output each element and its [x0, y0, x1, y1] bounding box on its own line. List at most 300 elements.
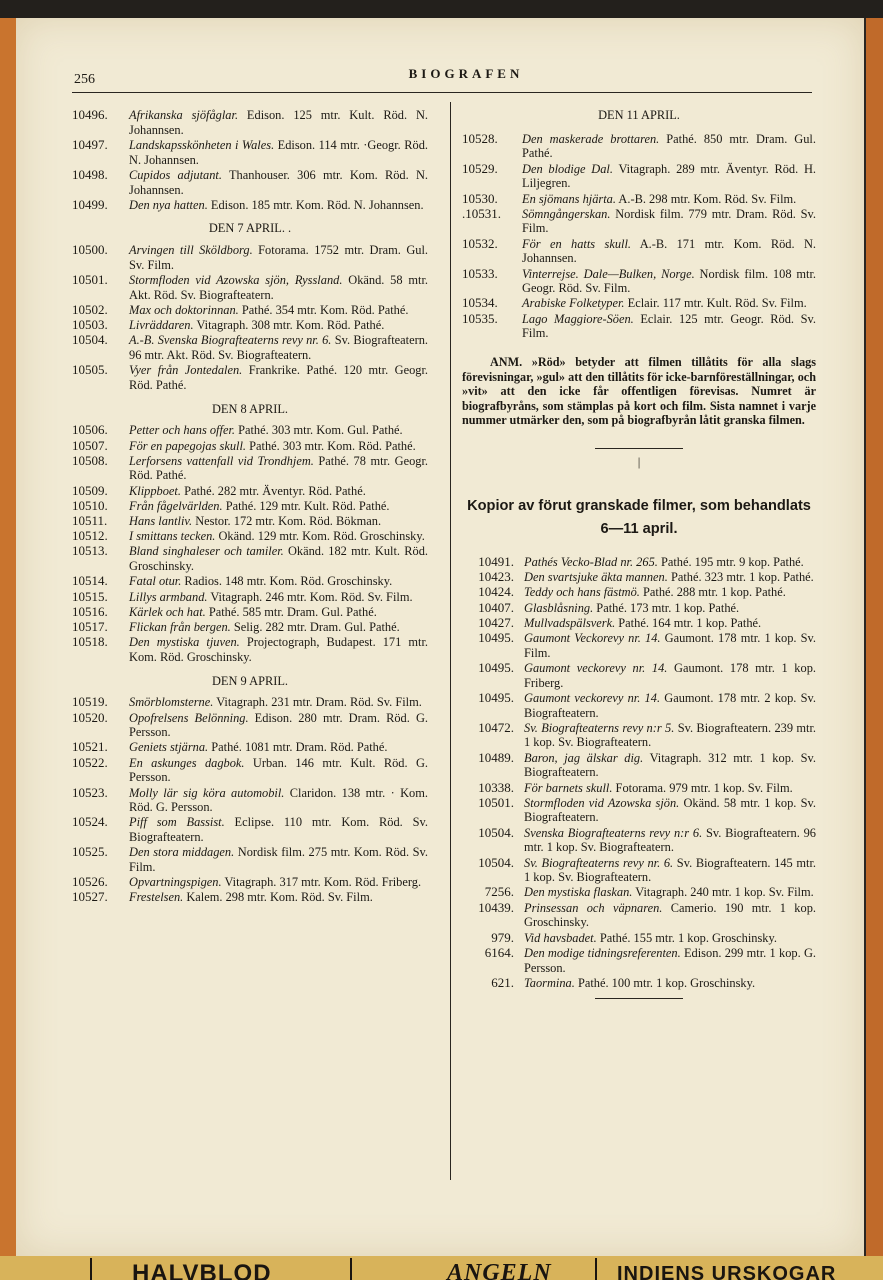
film-details: Edison. 125 mtr. Kult. Röd. N. Johannsen.	[129, 108, 428, 137]
film-title: Svenska Biografteaterns revy n:r 6.	[524, 825, 703, 840]
entry-text	[129, 635, 428, 664]
film-details: Camerio. 190 mtr. 1 kop. Groschinsky.	[524, 900, 816, 930]
film-title: Fatal otur.	[129, 574, 182, 589]
entry-text	[129, 423, 428, 438]
film-title: Den maskerade brottaren.	[522, 131, 660, 146]
entry-text	[129, 605, 428, 620]
entry-number: 6164.	[484, 944, 514, 960]
film-entry	[462, 267, 816, 296]
film-details: Nordisk film. 275 mtr. Kom. Röd. Sv. Film.	[129, 845, 428, 875]
entry-text	[129, 590, 428, 605]
film-title: Prinsessan och väpnaren.	[524, 900, 663, 915]
entry-text	[524, 946, 816, 975]
film-title: Gaumont veckorevy nr. 14.	[524, 660, 668, 675]
entry-number: 10515.	[72, 588, 108, 604]
section-title: Kopior av förut granskade filmer, som behandlats 6—11 april.	[467, 498, 811, 538]
entry-text	[522, 162, 816, 191]
entry-number: 10499.	[72, 196, 108, 212]
entry-text	[522, 207, 816, 236]
film-details: Fotorama. 979 mtr. 1 kop. Sv. Film.	[612, 780, 793, 795]
film-entry	[462, 781, 816, 796]
entry-text	[522, 192, 816, 207]
film-entry	[462, 570, 816, 585]
entry-text	[129, 363, 428, 392]
film-title: Taormina.	[524, 975, 575, 990]
entry-text	[524, 570, 816, 585]
entry-text	[524, 826, 816, 855]
film-details: Projectograph, Budapest. 171 mtr. Kom. Röd. Groschinsky.	[129, 635, 428, 664]
entry-text	[129, 484, 428, 499]
entry-text	[129, 303, 428, 318]
film-entry	[72, 544, 428, 573]
film-entry	[462, 691, 816, 720]
film-entry	[72, 514, 428, 529]
film-entry	[462, 976, 816, 991]
film-details: Radios. 148 mtr. Kom. Röd. Groschinsky.	[181, 574, 393, 589]
film-entry	[462, 601, 816, 616]
film-entry	[72, 890, 428, 905]
film-title: Baron, jag älskar dig.	[524, 750, 644, 765]
film-entry	[72, 499, 428, 514]
entry-number: 10439.	[478, 899, 514, 915]
film-details: Frankrike. Pathé. 120 mtr. Geogr. Röd. Pathé.	[129, 363, 428, 392]
film-entry	[462, 616, 816, 631]
film-entry	[72, 273, 428, 302]
film-title: För en papegojas skull.	[129, 438, 247, 453]
entry-number: 10507.	[72, 437, 108, 453]
film-details: Pathé. 195 mtr. 9 kop. Pathé.	[657, 555, 804, 570]
film-details: Pathé. 100 mtr. 1 kop. Groschinsky.	[574, 975, 756, 990]
film-entry	[72, 756, 428, 785]
film-title: Kärlek och hat.	[129, 604, 206, 619]
date-heading: DEN 8 APRIL.	[211, 401, 289, 416]
film-entry	[72, 695, 428, 710]
film-title: Gaumont Veckorevy nr. 14.	[524, 631, 661, 646]
film-title: Den mystiska tjuven.	[129, 635, 240, 650]
entry-text	[524, 616, 816, 631]
film-details: Sv. Biografteatern. 96 mtr. Akt. Röd. Sv. Biografteatern.	[129, 333, 429, 363]
film-title: Mullvadspälsverk.	[524, 615, 616, 630]
film-details: Nordisk film. 779 mtr. Dram. Röd. Sv. Film.	[522, 206, 816, 236]
strip-divider	[90, 1258, 92, 1280]
tick-mark: |	[637, 454, 641, 470]
entry-number: 10524.	[72, 814, 108, 830]
film-details: Vitagraph. 317 mtr. Kom. Röd. Friberg.	[221, 875, 422, 890]
film-title: Sv. Biografteaterns revy nr. 6.	[524, 855, 674, 870]
entry-number: 10338.	[478, 779, 514, 795]
entry-number: 10424.	[478, 584, 514, 600]
film-details: Okänd. 58 mtr. 1 kop. Sv. Biografteatern.	[524, 795, 816, 825]
entry-number: 10526.	[72, 874, 108, 890]
entry-text	[129, 711, 428, 740]
entry-text	[524, 901, 816, 930]
entry-number: 10518.	[72, 634, 108, 650]
entry-text	[129, 875, 428, 890]
entry-number: 10508.	[72, 452, 108, 468]
film-title: Hans lantliv.	[129, 514, 193, 529]
film-entry	[462, 296, 816, 311]
film-title: Stormfloden vid Azowska sjön.	[524, 795, 680, 810]
film-entry	[72, 363, 428, 392]
running-title: BIOGRAFEN	[408, 66, 524, 81]
entry-text	[129, 198, 428, 213]
film-entry	[462, 826, 816, 855]
entry-text	[129, 514, 428, 529]
film-entry	[462, 885, 816, 900]
film-title: För en hatts skull.	[522, 236, 632, 251]
film-title: Bland singhaleser och tamiler.	[129, 544, 284, 559]
film-entry	[72, 635, 428, 664]
film-entry	[462, 751, 816, 780]
film-title: Flickan från bergen.	[129, 620, 231, 634]
film-details: Edison. 280 mtr. Dram. Röd. G. Persson.	[129, 710, 428, 740]
film-details: Pathé. 173 mtr. 1 kop. Pathé.	[593, 600, 740, 615]
entry-number: 10498.	[72, 166, 108, 182]
film-title: Den blodige Dal.	[522, 161, 613, 176]
entry-text	[524, 856, 816, 885]
entry-number: 10533.	[462, 265, 498, 281]
entry-text	[524, 931, 816, 946]
entry-number: 10506.	[72, 422, 108, 438]
film-entry	[72, 108, 428, 137]
entry-text	[524, 555, 816, 570]
entry-text	[524, 796, 816, 825]
film-details: Pathé. 354 mtr. Kom. Röd. Pathé.	[238, 302, 409, 317]
film-details: Sv. Biografteatern. 96 mtr. 1 kop. Sv. Biografteatern.	[524, 825, 817, 855]
entry-number: 10525.	[72, 844, 108, 860]
entry-text	[129, 318, 428, 333]
entry-text	[129, 890, 428, 905]
entry-text	[129, 499, 428, 514]
film-title: Gaumont veckorevy nr. 14.	[524, 690, 661, 705]
entry-text	[129, 333, 428, 362]
entry-text	[522, 296, 816, 311]
entry-text	[129, 756, 428, 785]
film-details: Edison. 185 mtr. Kom. Röd. N. Johannsen.	[207, 197, 424, 212]
entry-text	[129, 108, 428, 137]
entry-number: 10511.	[72, 513, 108, 529]
entry-number: 10502.	[72, 301, 108, 317]
entry-number: 10504.	[478, 824, 514, 840]
entry-number: 10503.	[72, 317, 108, 333]
film-details: Edison. 299 mtr. 1 kop. G. Persson.	[524, 945, 817, 975]
film-title: Max och doktorinnan.	[129, 302, 239, 317]
film-title: Opvartningspigen.	[129, 875, 222, 890]
film-title: Afrikanska sjöfåglar.	[129, 108, 239, 122]
entry-text	[129, 168, 428, 197]
film-title: Smörblomsterne.	[129, 695, 214, 710]
scan-left-edge	[0, 18, 16, 1258]
film-title: Klippboet.	[129, 483, 181, 498]
entry-number: 10534.	[462, 295, 498, 311]
entry-text	[129, 815, 428, 844]
film-details: Gaumont. 178 mtr. 1 kop. Friberg.	[524, 660, 816, 690]
column-divider	[450, 102, 451, 1180]
film-title: Arvingen till Sköldborg.	[129, 243, 253, 258]
film-title: Molly lär sig köra automobil.	[129, 785, 285, 800]
film-title: En askunges dagbok.	[129, 755, 245, 770]
film-title: Den modige tidningsreferenten.	[524, 945, 681, 960]
entry-number: 10521.	[72, 739, 108, 755]
entry-number: 10427.	[478, 614, 514, 630]
entry-number: 10509.	[72, 482, 108, 498]
film-details: Pathé. 303 mtr. Kom. Gul. Pathé.	[235, 423, 403, 438]
page-number: 256	[74, 72, 95, 87]
entry-number: 10535.	[462, 310, 498, 326]
entry-number: 10513.	[72, 543, 108, 559]
film-title: Lago Maggiore-Söen.	[522, 311, 634, 326]
film-entry	[72, 138, 428, 167]
right-top-listing	[462, 108, 816, 341]
entry-text	[129, 439, 428, 454]
entry-text	[524, 976, 816, 991]
film-details: Okänd. 182 mtr. Kult. Röd. Groschinsky.	[129, 544, 428, 574]
entry-number: 10519.	[72, 694, 108, 710]
entry-text	[129, 574, 428, 589]
film-title: Den mystiska flaskan.	[524, 885, 633, 900]
annotation-note: ANM. »Röd» betyder att filmen tillåtits för alla slags förevisningar, »gul» att den tillåtits för icke-barnföreställningar, och »vit» att den icke får offentligen förevisas. Numret är biografbyråns, som stämplas på kort och film. Sista namnet i varje nummer utmärker den, som på biografbyrån låtit granska filmen.	[462, 355, 816, 428]
film-entry	[462, 856, 816, 885]
entry-number: 10407.	[478, 599, 514, 615]
film-title: Cupidos adjutant.	[129, 167, 222, 182]
film-entry	[462, 631, 816, 660]
entry-number: 10514.	[72, 573, 108, 589]
entry-text	[129, 740, 428, 755]
film-title: Livräddaren.	[129, 318, 194, 333]
entry-number: 10501.	[478, 794, 514, 810]
film-title: Teddy och hans fästmö.	[524, 585, 640, 600]
film-details: Eclair. 117 mtr. Kult. Röd. Sv. Film.	[624, 296, 807, 311]
film-entry	[462, 946, 816, 975]
entry-text	[129, 544, 428, 573]
film-title: Vyer från Jontedalen.	[129, 363, 243, 378]
film-entry	[462, 555, 816, 570]
film-details: Claridon. 138 mtr. · Kom. Röd. G. Persson.	[129, 785, 428, 815]
entry-number: 10504.	[72, 332, 108, 348]
film-title: Från fågelvärlden.	[129, 498, 223, 513]
film-entry	[462, 721, 816, 750]
strip-divider	[595, 1258, 597, 1280]
magazine-page	[16, 18, 864, 1256]
entry-number: 10528.	[462, 130, 498, 146]
film-entry	[462, 237, 816, 266]
film-details: Vitagraph. 240 mtr. 1 kop. Sv. Film.	[632, 885, 814, 900]
film-entry	[72, 168, 428, 197]
end-rule	[595, 998, 683, 999]
film-title: I smittans tecken.	[129, 529, 216, 544]
film-entry	[462, 312, 816, 341]
film-title: Landskapsskönheten i Wales.	[129, 137, 275, 152]
film-entry	[72, 318, 428, 333]
film-title: Sv. Biografteaterns revy n:r 5.	[524, 720, 675, 735]
entry-text	[524, 781, 816, 796]
film-title: Pathés Vecko-Blad nr. 265.	[524, 555, 658, 570]
entry-number: 10501.	[72, 272, 108, 288]
entry-text	[524, 691, 816, 720]
film-entry	[72, 605, 428, 620]
film-details: Pathé. 288 mtr. 1 kop. Pathé.	[639, 585, 786, 600]
film-entry	[462, 192, 816, 207]
copies-listing	[462, 555, 816, 990]
film-title: Glasblåsning.	[524, 600, 594, 615]
entry-number: 10512.	[72, 528, 108, 544]
entry-number: 10496.	[72, 107, 108, 122]
right-column	[462, 108, 816, 999]
entry-number: 10491.	[478, 554, 514, 570]
film-details: A.-B. 298 mtr. Kom. Röd. Sv. Film.	[615, 191, 797, 206]
film-details: Eclair. 125 mtr. Geogr. Röd. Sv. Film.	[522, 311, 816, 341]
entry-number: 10532.	[462, 235, 498, 251]
entry-number: 10495.	[478, 659, 514, 675]
film-entry	[462, 207, 816, 236]
entry-number: 10516.	[72, 603, 108, 619]
entry-text	[129, 786, 428, 815]
film-details: Kalem. 298 mtr. Kom. Röd. Sv. Film.	[183, 890, 373, 905]
film-details: Urban. 146 mtr. Kult. Röd. G. Persson.	[129, 755, 428, 785]
film-details: Pathé. 129 mtr. Kult. Röd. Pathé.	[222, 498, 390, 513]
scan-top-edge	[0, 0, 883, 18]
film-entry	[462, 931, 816, 946]
film-details: Pathé. 78 mtr. Geogr. Röd. Pathé.	[129, 453, 429, 483]
entry-text	[524, 661, 816, 690]
entry-number: 10520.	[72, 709, 108, 725]
entry-text	[129, 529, 428, 544]
entry-number: 10423.	[478, 569, 514, 585]
film-title: Frestelsen.	[129, 890, 184, 905]
film-details: Pathé. 585 mtr. Dram. Gul. Pathé.	[205, 604, 377, 619]
film-details: Pathé. 323 mtr. 1 kop. Pathé.	[667, 570, 814, 585]
entry-number: 10530.	[462, 190, 498, 206]
film-entry	[72, 620, 428, 635]
strip-divider	[350, 1258, 352, 1280]
entry-text	[522, 132, 816, 161]
film-title: Petter och hans offer.	[129, 423, 235, 438]
film-title: Den nya hatten.	[129, 197, 208, 212]
entry-text	[129, 454, 428, 483]
entry-text	[129, 243, 428, 272]
entry-number: 979.	[491, 929, 514, 945]
film-title: Vinterrejse. Dale—Bulken, Norge.	[522, 266, 695, 281]
header-rule	[72, 92, 812, 93]
film-details: Fotorama. 1752 mtr. Dram. Gul. Sv. Film.	[129, 243, 429, 272]
film-details: Gaumont. 178 mtr. 1 kop. Sv. Film.	[524, 631, 817, 660]
film-details: Vitagraph. 312 mtr. 1 kop. Sv. Biografteatern.	[524, 750, 816, 780]
film-title: En sjömans hjärta.	[522, 191, 616, 206]
entry-number: 10510.	[72, 497, 108, 513]
entry-number: 10495.	[478, 689, 514, 705]
film-entry	[72, 303, 428, 318]
film-entry	[462, 132, 816, 161]
film-details: Sv. Biografteatern. 145 mtr. 1 kop. Sv. Biografteatern.	[524, 855, 816, 885]
entry-number: 10523.	[72, 784, 108, 800]
scan-right-edge	[866, 18, 883, 1258]
entry-number: 10505.	[72, 362, 108, 378]
film-details: Vitagraph. 231 mtr. Dram. Röd. Sv. Film.	[213, 695, 422, 710]
entry-number: 10527.	[72, 889, 108, 905]
film-entry	[72, 875, 428, 890]
date-heading: DEN 9 APRIL.	[211, 673, 289, 688]
film-details: Vitagraph. 308 mtr. Kom. Röd. Pathé.	[193, 318, 385, 333]
entry-text	[524, 885, 816, 900]
film-entry	[72, 574, 428, 589]
film-entry	[462, 901, 816, 930]
entry-number: 10500.	[72, 242, 108, 258]
entry-text	[129, 138, 428, 167]
film-entry	[72, 423, 428, 438]
entry-number: .10531.	[462, 205, 501, 221]
entry-text	[129, 695, 428, 710]
film-title: Vid havsbadet.	[524, 930, 597, 945]
film-details: Eclipse. 110 mtr. Kom. Röd. Sv. Biografteatern.	[129, 815, 428, 845]
film-title: Arabiske Folketyper.	[522, 296, 625, 311]
strip-text-left: HALVBLOD	[132, 1260, 272, 1280]
film-details: Nestor. 172 mtr. Kom. Röd. Bökman.	[192, 514, 382, 529]
entry-text	[524, 585, 816, 600]
film-title: Sömngångerskan.	[522, 206, 611, 221]
film-title: Den stora middagen.	[129, 845, 235, 860]
film-entry	[72, 845, 428, 874]
film-entry	[72, 454, 428, 483]
film-entry	[72, 198, 428, 213]
film-details: Vitagraph. 246 mtr. Kom. Röd. Sv. Film.	[207, 589, 413, 604]
film-entry	[72, 243, 428, 272]
date-heading: DEN 7 APRIL. .	[208, 221, 292, 236]
film-title: A.-B. Svenska Biografteaterns revy nr. 6.	[129, 333, 332, 348]
film-entry	[72, 786, 428, 815]
film-title: Geniets stjärna.	[129, 740, 209, 755]
film-details: Gaumont. 178 mtr. 2 kop. Sv. Biografteatern.	[524, 690, 816, 720]
entry-text	[129, 273, 428, 302]
film-details: Okänd. 129 mtr. Kom. Röd. Groschinsky.	[215, 529, 425, 544]
entry-number: 621.	[491, 974, 514, 990]
strip-text-middle: ANGELN	[447, 1260, 552, 1280]
film-entry	[72, 333, 428, 362]
film-entry	[72, 529, 428, 544]
entry-number: 10495.	[478, 630, 514, 646]
film-details: Thanhouser. 306 mtr. Kom. Röd. N. Johannsen.	[129, 167, 429, 197]
entry-number: 10522.	[72, 754, 108, 770]
film-details: Pathé. 850 mtr. Dram. Gul. Pathé.	[522, 131, 816, 161]
entry-number: 7256.	[484, 884, 514, 900]
film-details: Sv. Biografteatern. 239 mtr. 1 kop. Sv. Biografteatern.	[524, 720, 816, 750]
entry-number: 10529.	[462, 160, 498, 176]
film-title: Lerforsens vattenfall vid Trondhjem.	[129, 453, 314, 468]
entry-text	[522, 312, 816, 341]
film-entry	[462, 661, 816, 690]
film-details: Pathé. 303 mtr. Kom. Röd. Pathé.	[246, 438, 416, 453]
entry-text	[129, 620, 428, 635]
entry-text	[129, 845, 428, 874]
entry-text	[524, 751, 816, 780]
film-entry	[72, 740, 428, 755]
film-title: Stormfloden vid Azowska sjön, Ryssland.	[129, 273, 343, 288]
entry-text	[524, 601, 816, 616]
film-entry	[462, 585, 816, 600]
film-details: Okänd. 58 mtr. Akt. Röd. Sv. Biografteatern.	[129, 273, 428, 302]
entry-text	[522, 267, 816, 296]
film-title: För barnets skull.	[524, 780, 613, 795]
film-entry	[462, 162, 816, 191]
film-details: Pathé. 155 mtr. 1 kop. Groschinsky.	[596, 930, 777, 945]
entry-number: 10504.	[478, 854, 514, 870]
entry-text	[524, 721, 816, 750]
left-column	[72, 108, 428, 906]
date-heading: DEN 11 APRIL.	[598, 108, 680, 122]
film-title: Piff som Bassist.	[129, 815, 225, 830]
film-entry	[462, 796, 816, 825]
film-entry	[72, 484, 428, 499]
film-details: Vitagraph. 289 mtr. Äventyr. Röd. H. Liljegren.	[522, 161, 816, 191]
